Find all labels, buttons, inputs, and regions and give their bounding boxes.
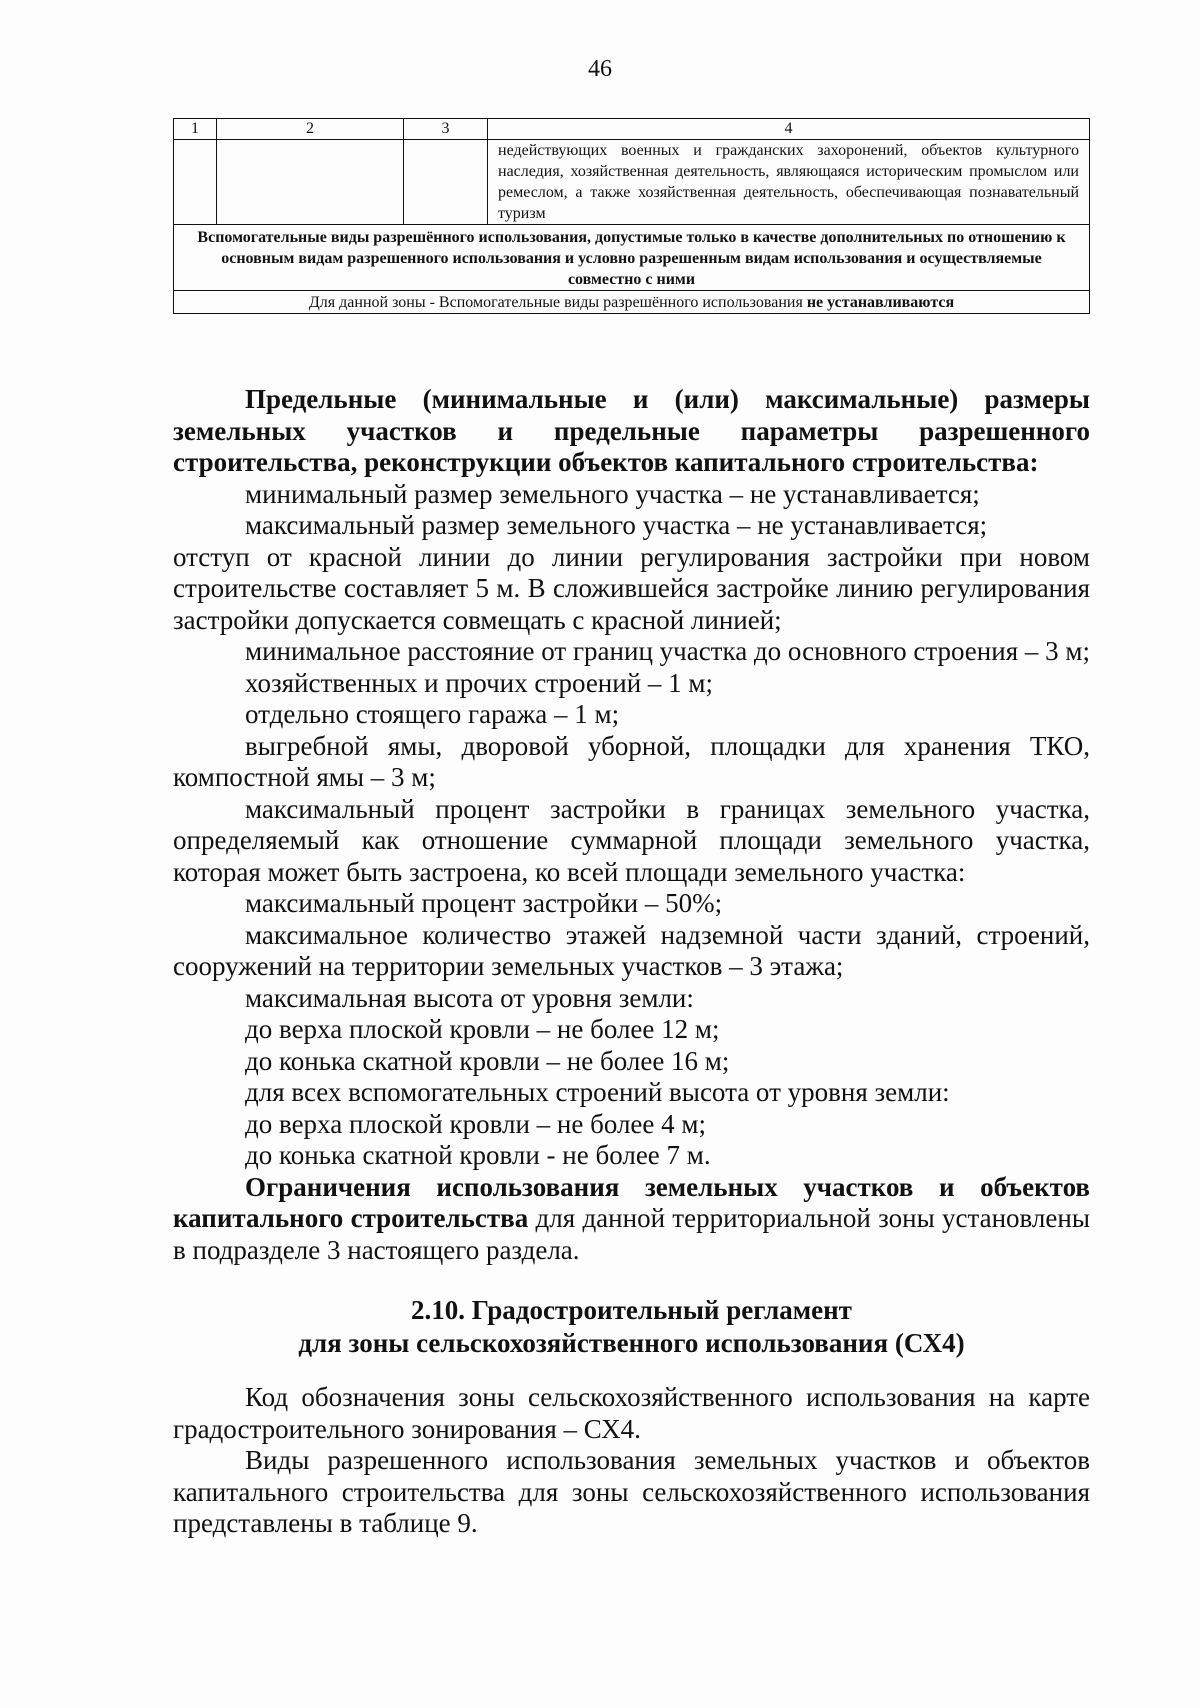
zone-note-prefix: Для данной зоны - Вспомогательные виды разрешённого использования [308,294,807,311]
limits-item: максимальный процент застройки – 50%; [245,888,723,918]
section-title [173,1294,1090,1360]
limits-item: максимальный размер земельного участка – не устанавливается; [245,510,988,540]
table-cell [404,140,488,225]
section-title-line1: 2.10. Градостроительный регламент [411,1295,852,1325]
land-use-table [173,118,1090,314]
limits-item: для всех вспомогательных строений высота от уровня земли: [245,1077,950,1107]
limits-item: до конька скатной кровли – не более 16 м; [245,1045,730,1076]
section-paragraph: Виды разрешенного использования земельных участков и объектов капитального строительства для зоны сельскохозяйственного использования представлены в таблице 9. [173,1445,1090,1538]
table-row [174,140,1090,225]
limits-item: отступ от красной линии до линии регулирования застройки при новом строительстве составляет 5 м. В сложившейся застройке линию регулирования застройки допускается совмещать с красной линией; [173,541,1090,635]
table-cell [174,140,217,225]
restrictions-paragraph [173,1172,1090,1267]
table-cell [217,140,404,225]
section-title-line2: для зоны сельскохозяйственного использования (СХ4) [298,1328,965,1358]
page-number: 46 [588,56,612,82]
table-header-cell: 1 [174,119,217,140]
limits-item: выгребной ямы, дворовой уборной, площадки для хранения ТКО, компостной ямы – 3 м; [173,730,1090,792]
section-paragraph: Код обозначения зоны сельскохозяйственного использования на карте градостроительного зонирования – СХ4. [173,1382,1090,1444]
limits-item: максимальная высота от уровня земли: [245,982,694,1013]
limits-heading: Предельные (минимальные и (или) максимальные) размеры земельных участков и предельные параметры разрешенного строительства, реконструкции объектов капитального строительства: [173,384,1090,477]
limits-item: минимальное расстояние от границ участка до основного строения – 3 м; [245,636,1090,666]
table-header-cell: 3 [404,119,488,140]
auxiliary-uses-heading: Вспомогательные виды разрешённого использования, допустимые только в качестве дополнительных по отношению к основным видам разрешенного использования и условно разрешенным видам использования и осуществляемые совместно с ними [174,225,1090,291]
limits-item: максимальный процент застройки в границах земельного участка, определяемый как отношение суммарной площади земельного участка, которая может быть застроена, ко всей площади земельного участка: [173,793,1090,887]
zone-note-bold: не устанавливаются [806,294,955,311]
limits-item: отдельно стоящего гаража – 1 м; [245,699,620,729]
table-cell-description: недействующих военных и гражданских захоронений, объектов культурного наследия, хозяйственная деятельность, являющаяся историческим промыслом или ремеслом, а также хозяйственная деятельность, обеспечивающая познавательный туризм [488,140,1090,225]
table-row [174,291,1090,314]
limits-item: до верха плоской кровли – не более 12 м; [245,1014,720,1044]
table-header-cell: 2 [217,119,404,140]
document-body [173,384,1090,1540]
limits-item: до верха плоской кровли – не более 4 м; [245,1108,706,1139]
limits-item: максимальное количество этажей надземной части зданий, строений, сооружений на территории земельных участков – 3 этажа; [173,919,1090,981]
table-header-cell: 4 [488,119,1090,140]
table-header-row [174,119,1090,140]
limits-item: хозяйственных и прочих строений – 1 м; [245,667,713,698]
limits-item: до конька скатной кровли - не более 7 м. [245,1140,711,1170]
restrictions-rest: для данной территориальной зоны установлены в подразделе 3 настоящего раздела. [173,1203,1090,1265]
zone-note [174,291,1090,314]
restrictions-bold: Ограничения использования земельных участков и объектов капитального строительства [173,1171,1090,1233]
table-row [174,225,1090,291]
limits-item: минимальный размер земельного участка – не устанавливается; [245,478,980,509]
